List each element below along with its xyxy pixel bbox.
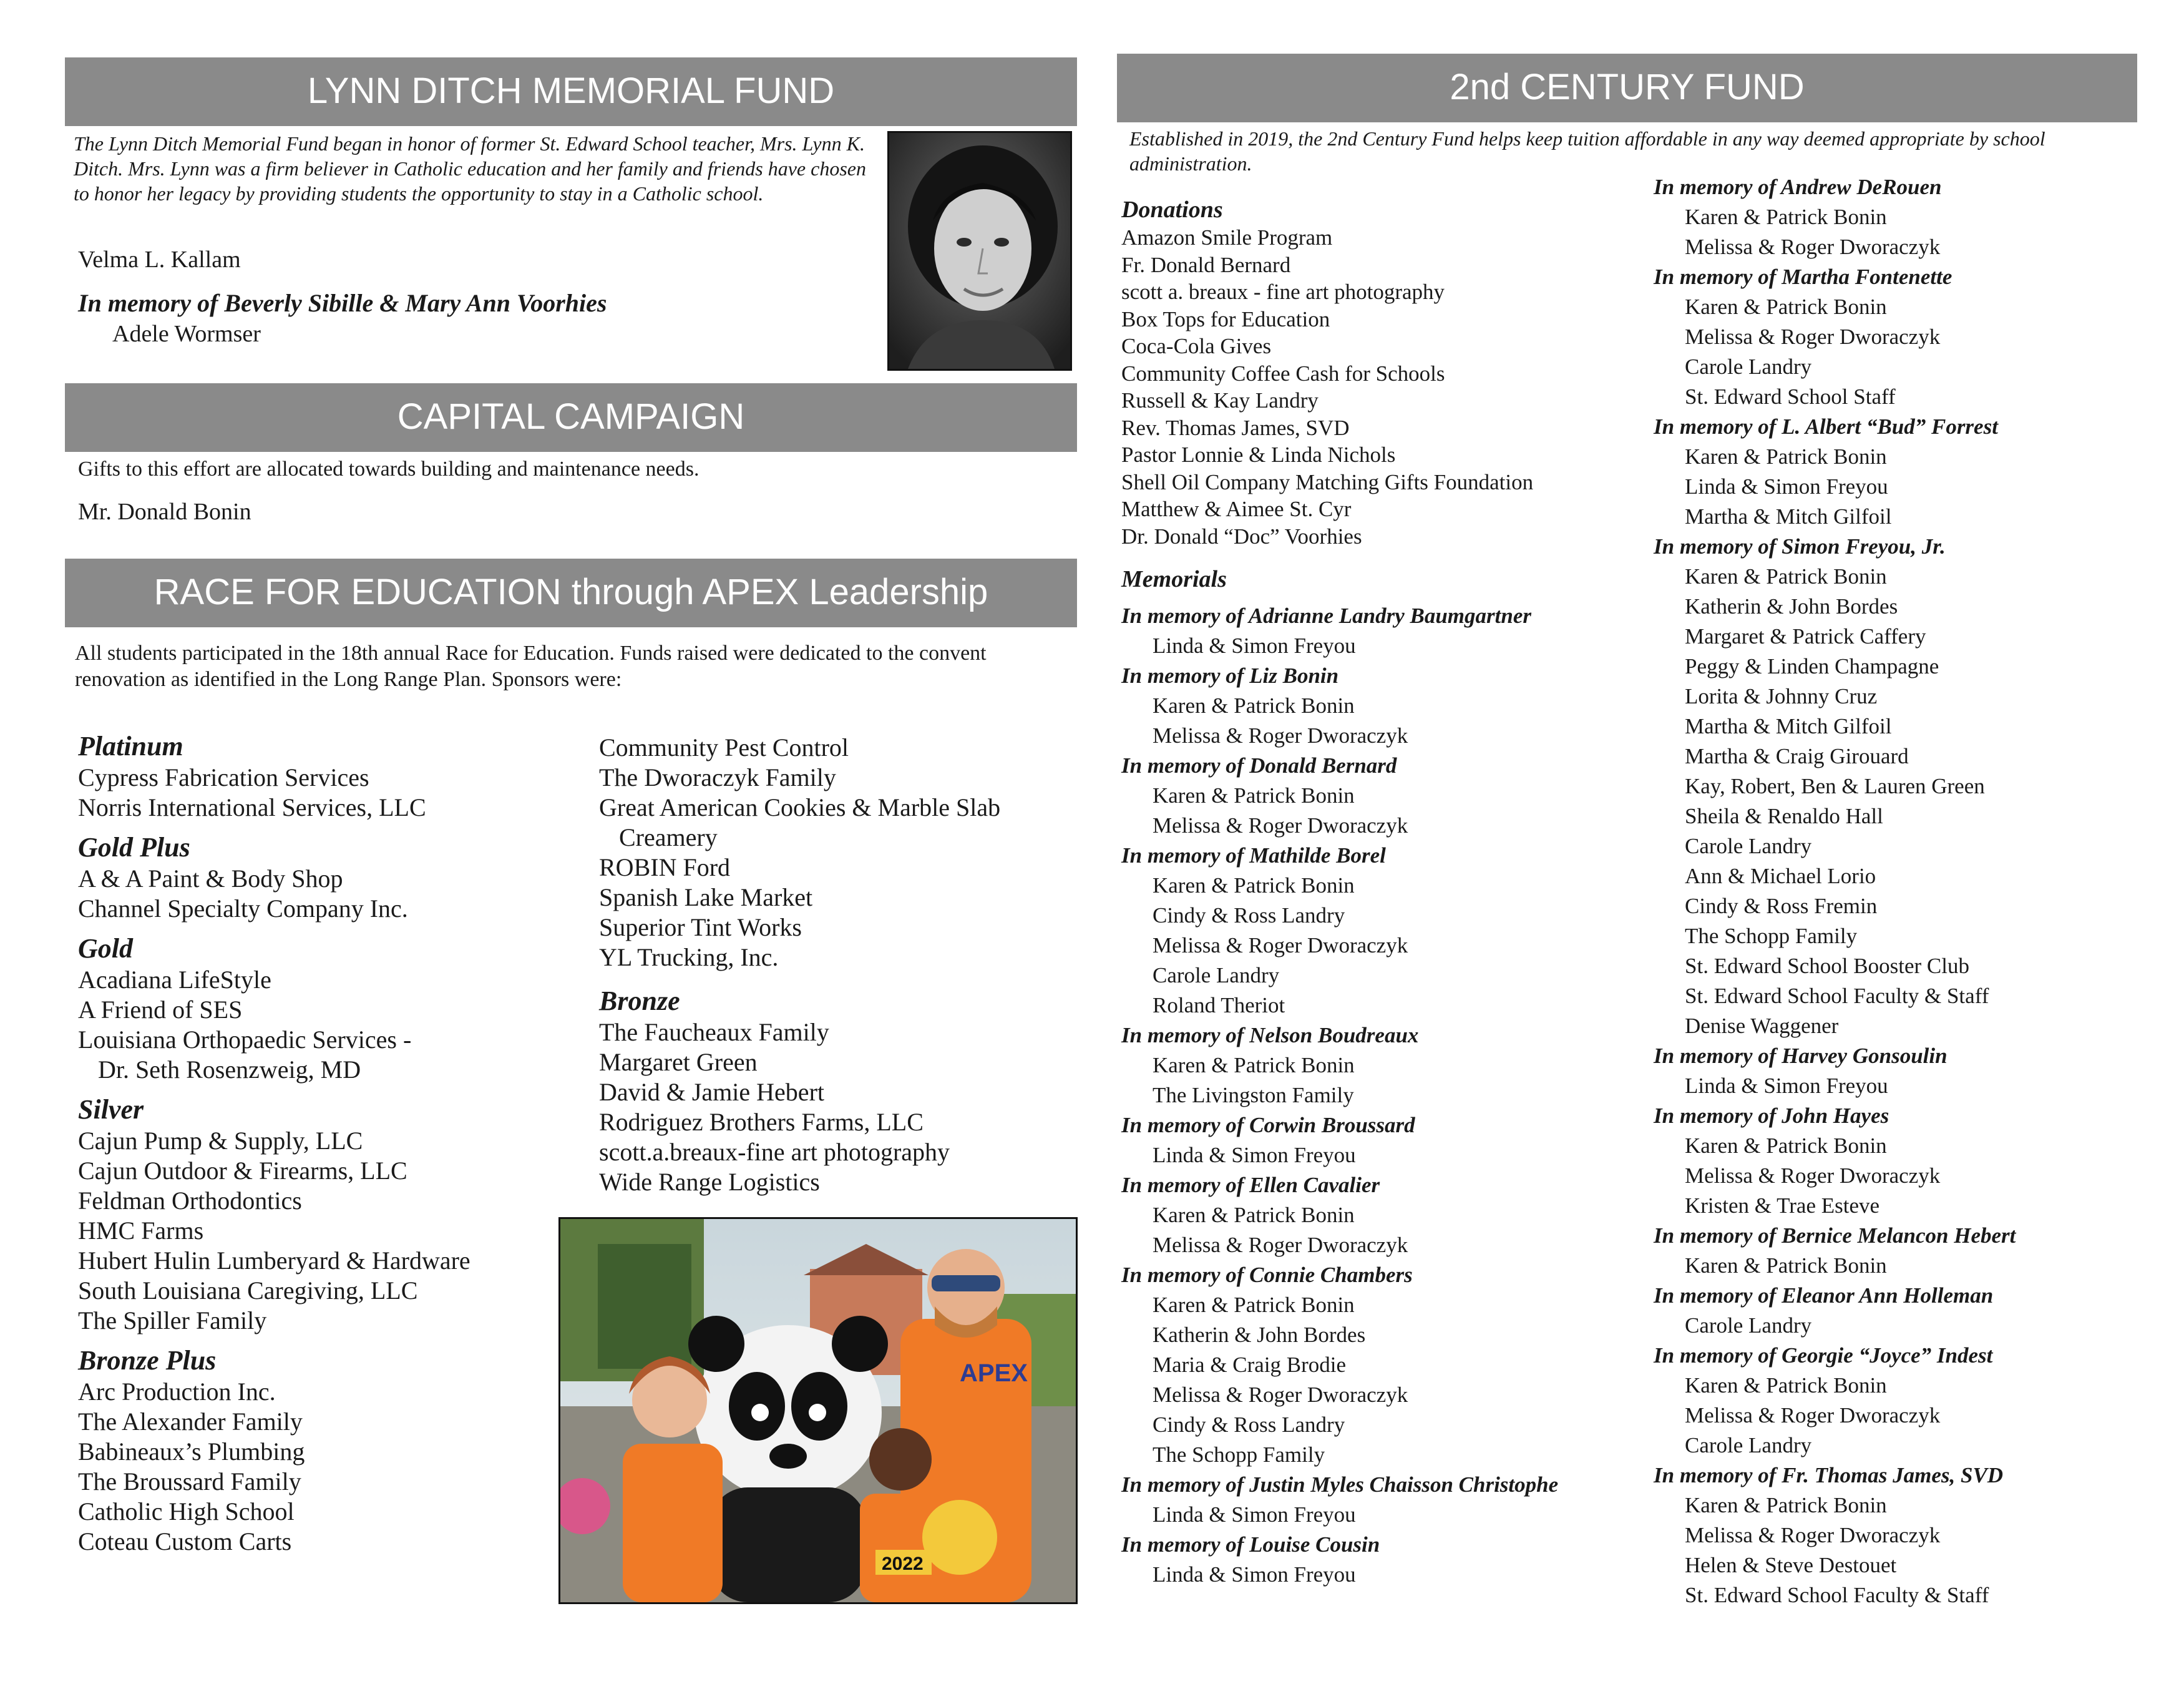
memorial-donor: Karen & Patrick Bonin — [1685, 295, 1887, 319]
memorial-donor: Martha & Craig Girouard — [1685, 744, 1909, 768]
memorial-donor: Lorita & Johnny Cruz — [1685, 684, 1878, 708]
sponsor-item: Louisiana Orthopaedic Services - — [78, 1026, 412, 1054]
memorial-donor: Melissa & Roger Dworaczyk — [1685, 325, 1941, 349]
sponsor-item: HMC Farms — [78, 1217, 204, 1245]
memorial-donor: Sheila & Renaldo Hall — [1685, 804, 1883, 828]
donation-item: Coca-Cola Gives — [1121, 334, 1272, 358]
memorial-group — [1121, 1110, 1652, 1170]
memorial-group — [1654, 1461, 2153, 1610]
lynn-ditch-donor: Velma L. Kallam — [78, 247, 241, 273]
tier-platinum — [78, 730, 615, 823]
sponsor-item: A & A Paint & Body Shop — [78, 864, 343, 893]
memorial-donor: St. Edward School Staff — [1685, 384, 1896, 409]
donation-item: Shell Oil Company Matching Gifts Foundation — [1121, 469, 1534, 494]
memorial-heading: In memory of Corwin Broussard — [1121, 1113, 1415, 1137]
sponsor-item: The Faucheaux Family — [599, 1018, 829, 1046]
memorial-heading: In memory of Liz Bonin — [1121, 663, 1339, 688]
memorial-donor: Linda & Simon Freyou — [1153, 1143, 1356, 1167]
memorial-donor: Karen & Patrick Bonin — [1685, 1373, 1887, 1398]
sponsor-item: scott.a.breaux-fine art photography — [599, 1138, 950, 1166]
memorial-donor: Melissa & Roger Dworaczyk — [1153, 933, 1408, 957]
race-left-column — [78, 730, 615, 1557]
sponsor-item: Hubert Hulin Lumberyard & Hardware — [78, 1246, 470, 1275]
memorial-heading: In memory of Harvey Gonsoulin — [1654, 1044, 1948, 1068]
lynn-ditch-memorial-heading: In memory of Beverly Sibille & Mary Ann Voorhies — [78, 289, 607, 317]
shirt-apex-text: APEX — [960, 1359, 1028, 1387]
sponsor-item: The Alexander Family — [78, 1408, 303, 1436]
race-photo — [558, 1217, 1078, 1604]
memorial-donor: Melissa & Roger Dworaczyk — [1153, 723, 1408, 748]
memorial-donor: Kay, Robert, Ben & Lauren Green — [1685, 774, 1985, 798]
sponsor-item: Wide Range Logistics — [599, 1168, 820, 1196]
memorial-heading: In memory of Simon Freyou, Jr. — [1654, 534, 1946, 559]
memorial-donor: Ann & Michael Lorio — [1685, 864, 1876, 888]
sponsor-item: Community Pest Control — [599, 733, 849, 761]
tier-bronze-plus — [78, 1344, 615, 1557]
memorial-group — [1654, 1341, 2153, 1461]
memorial-group — [1121, 1530, 1652, 1590]
memorial-group — [1654, 1101, 2153, 1221]
memorial-heading: In memory of Ellen Cavalier — [1121, 1173, 1380, 1197]
sponsor-item: Great American Cookies & Marble Slab — [599, 793, 1001, 821]
sponsor-item: Cajun Pump & Supply, LLC — [78, 1127, 363, 1155]
donation-item: Fr. Donald Bernard — [1121, 252, 1291, 277]
sponsor-item: The Spiller Family — [78, 1306, 267, 1334]
capital-campaign-intro: Gifts to this effort are allocated towards building and maintenance needs. — [78, 458, 700, 481]
memorial-donor: Linda & Simon Freyou — [1153, 634, 1356, 658]
century-fund-banner — [1117, 54, 2137, 122]
memorial-group — [1654, 1281, 2153, 1341]
memorial-donor: Karen & Patrick Bonin — [1153, 693, 1355, 718]
memorial-donor: Cindy & Ross Landry — [1153, 1412, 1345, 1437]
memorial-group — [1121, 841, 1652, 1021]
memorial-donor: Martha & Mitch Gilfoil — [1685, 714, 1892, 738]
memorial-donor: The Livingston Family — [1153, 1083, 1354, 1107]
memorial-group — [1654, 412, 2153, 532]
lynn-ditch-memorial-donor: Adele Wormser — [112, 321, 261, 347]
memorial-donor: Karen & Patrick Bonin — [1685, 1493, 1887, 1517]
memorial-donor: St. Edward School Faculty & Staff — [1685, 1583, 1989, 1607]
donation-item: Rev. Thomas James, SVD — [1121, 415, 1350, 440]
memorial-donor: Maria & Craig Brodie — [1153, 1353, 1347, 1377]
memorial-donor: Martha & Mitch Gilfoil — [1685, 504, 1892, 529]
capital-campaign-banner — [65, 383, 1077, 452]
memorial-donor: Roland Theriot — [1153, 993, 1285, 1017]
memorial-group — [1121, 751, 1652, 841]
sponsor-item: South Louisiana Caregiving, LLC — [78, 1276, 418, 1305]
memorial-donor: Melissa & Roger Dworaczyk — [1685, 1403, 1941, 1427]
memorial-heading: In memory of John Hayes — [1654, 1104, 1889, 1128]
lynn-ditch-banner — [65, 57, 1077, 126]
memorial-donor: Linda & Simon Freyou — [1153, 1502, 1356, 1527]
tier-heading: Bronze Plus — [78, 1345, 217, 1376]
memorial-donor: Karen & Patrick Bonin — [1153, 783, 1355, 808]
memorial-donor: Carole Landry — [1685, 834, 1812, 858]
memorial-donor: Karen & Patrick Bonin — [1153, 1053, 1355, 1077]
memorial-heading: In memory of Mathilde Borel — [1121, 843, 1386, 868]
tier-gold — [78, 933, 615, 1085]
memorial-group — [1654, 172, 2153, 262]
memorial-group — [1121, 1170, 1652, 1260]
memorial-donor: The Schopp Family — [1685, 924, 1858, 948]
sponsor-item: Spanish Lake Market — [599, 883, 813, 911]
sponsor-item: Creamery — [619, 823, 718, 851]
memorial-heading: In memory of Adrianne Landry Baumgartner — [1121, 604, 1531, 628]
memorial-donor: Melissa & Roger Dworaczyk — [1685, 1163, 1941, 1188]
memorial-donor: Helen & Steve Destouet — [1685, 1553, 1897, 1577]
race-intro: All students participated in the 18th annual Race for Education. Funds raised were dedicated to the convent renovation as identified in the Long Range Plan. Sponsors were: — [75, 642, 987, 691]
memorial-donor: Karen & Patrick Bonin — [1153, 1293, 1355, 1317]
memorial-group — [1121, 1470, 1652, 1530]
donation-item: scott a. breaux - fine art photography — [1121, 280, 1445, 304]
sponsor-item: Rodriguez Brothers Farms, LLC — [599, 1108, 924, 1136]
sponsor-item: The Broussard Family — [78, 1467, 301, 1496]
tier-bronze — [599, 985, 1080, 1197]
memorial-heading: In memory of Georgie “Joyce” Indest — [1654, 1343, 1993, 1368]
sponsor-item: Dr. Seth Rosenzweig, MD — [98, 1055, 361, 1084]
lynn-ditch-title: LYNN DITCH MEMORIAL FUND — [307, 71, 835, 111]
sponsor-item: YL Trucking, Inc. — [599, 943, 779, 971]
memorial-group — [1121, 1021, 1652, 1110]
century-left-column — [1121, 195, 1652, 1590]
capital-campaign-donor: Mr. Donald Bonin — [78, 499, 251, 525]
memorial-donor: Melissa & Roger Dworaczyk — [1153, 1233, 1408, 1257]
donations-heading: Donations — [1121, 197, 1223, 223]
memorial-donor: Peggy & Linden Champagne — [1685, 654, 1939, 678]
memorial-donor: Karen & Patrick Bonin — [1153, 1203, 1355, 1227]
memorial-donor: Karen & Patrick Bonin — [1153, 873, 1355, 898]
memorial-donor: Kristen & Trae Esteve — [1685, 1193, 1880, 1218]
memorial-donor: Katherin & John Bordes — [1153, 1323, 1366, 1347]
memorial-donor: Linda & Simon Freyou — [1685, 1074, 1888, 1098]
memorial-heading: In memory of Donald Bernard — [1121, 753, 1397, 778]
memorials-heading: Memorials — [1121, 566, 1227, 592]
memorial-donor: Karen & Patrick Bonin — [1685, 205, 1887, 229]
memorial-donor: Carole Landry — [1685, 1313, 1812, 1338]
race-bib-text: 2022 — [882, 1554, 924, 1574]
memorials-right-list — [1654, 172, 2153, 1610]
memorial-donor: Linda & Simon Freyou — [1153, 1562, 1356, 1587]
memorial-group — [1121, 601, 1652, 661]
lynn-ditch-intro: The Lynn Ditch Memorial Fund began in honor of former St. Edward School teacher, Mrs. Lynn K. Ditch. Mrs. Lynn was a firm believer in Catholic education and her family and friends have chosen to honor her legacy by providing students the opportunity to stay in a Catholic school. — [74, 132, 866, 205]
memorial-donor: Karen & Patrick Bonin — [1685, 564, 1887, 589]
sponsor-item: Cypress Fabrication Services — [78, 763, 369, 791]
sponsor-item: Arc Production Inc. — [78, 1378, 276, 1406]
sponsor-item: The Dworaczyk Family — [599, 763, 836, 791]
sponsor-item: David & Jamie Hebert — [599, 1078, 824, 1106]
sponsor-item: ROBIN Ford — [599, 853, 731, 881]
century-fund-intro: Established in 2019, the 2nd Century Fund helps keep tuition affordable in any way deemed appropriate by school administration. — [1129, 127, 2045, 175]
tier-gold-plus — [78, 831, 615, 924]
memorial-heading: In memory of Justin Myles Chaisson Christophe — [1121, 1472, 1559, 1497]
memorial-donor: Melissa & Roger Dworaczyk — [1153, 813, 1408, 838]
memorial-group — [1121, 1260, 1652, 1470]
memorial-donor: St. Edward School Faculty & Staff — [1685, 984, 1989, 1008]
memorial-heading: In memory of Andrew DeRouen — [1654, 175, 1942, 199]
memorial-donor: St. Edward School Booster Club — [1685, 954, 1969, 978]
race-title: RACE FOR EDUCATION through APEX Leadership — [154, 572, 988, 612]
memorial-heading: In memory of Connie Chambers — [1121, 1263, 1413, 1287]
donation-item: Box Tops for Education — [1121, 306, 1330, 331]
memorial-group — [1654, 262, 2153, 412]
memorial-donor: Margaret & Patrick Caffery — [1685, 624, 1926, 649]
capital-campaign-title: CAPITAL CAMPAIGN — [397, 396, 745, 437]
donation-item: Community Coffee Cash for Schools — [1121, 361, 1445, 386]
tier-heading: Gold Plus — [78, 832, 190, 863]
memorial-donor: Melissa & Roger Dworaczyk — [1685, 235, 1941, 259]
memorial-heading: In memory of L. Albert “Bud” Forrest — [1654, 414, 1998, 439]
memorial-heading: In memory of Louise Cousin — [1121, 1532, 1380, 1557]
tier-heading: Gold — [78, 933, 133, 964]
memorial-group — [1654, 1041, 2153, 1101]
donation-item: Pastor Lonnie & Linda Nichols — [1121, 443, 1396, 467]
memorial-donor: Linda & Simon Freyou — [1685, 474, 1888, 499]
memorial-donor: The Schopp Family — [1153, 1442, 1325, 1467]
sponsor-item: Coteau Custom Carts — [78, 1527, 292, 1555]
memorial-donor: Carole Landry — [1685, 355, 1812, 379]
donation-item: Matthew & Aimee St. Cyr — [1121, 497, 1352, 521]
tier-heading: Platinum — [78, 731, 183, 761]
memorial-donor: Karen & Patrick Bonin — [1685, 1253, 1887, 1278]
race-banner — [65, 559, 1077, 627]
memorial-heading: In memory of Eleanor Ann Holleman — [1654, 1283, 1994, 1308]
race-right-column — [599, 733, 1080, 1197]
sponsor-item: Catholic High School — [78, 1497, 295, 1525]
tier-silver — [78, 1094, 615, 1336]
memorial-donor: Carole Landry — [1153, 963, 1280, 987]
sponsor-item: Babineaux’s Plumbing — [78, 1437, 305, 1466]
portrait-image — [889, 133, 1070, 369]
sponsor-item: Channel Specialty Company Inc. — [78, 894, 408, 923]
lynn-ditch-portrait — [887, 131, 1072, 371]
sponsor-item: Norris International Services, LLC — [78, 793, 426, 821]
sponsor-item: Cajun Outdoor & Firearms, LLC — [78, 1157, 407, 1185]
tier-heading: Silver — [78, 1094, 144, 1125]
sponsor-item: Superior Tint Works — [599, 913, 802, 941]
memorial-heading: In memory of Martha Fontenette — [1654, 265, 1952, 289]
memorial-donor: Katherin & John Bordes — [1685, 594, 1898, 619]
memorial-group — [1121, 661, 1652, 751]
tier-heading: Bronze — [599, 986, 680, 1016]
memorial-heading: In memory of Nelson Boudreaux — [1121, 1023, 1419, 1047]
century-fund-title: 2nd CENTURY FUND — [1450, 67, 1805, 107]
race-photo-image — [560, 1219, 1076, 1602]
memorial-group — [1654, 1221, 2153, 1281]
donation-item: Dr. Donald “Doc” Voorhies — [1121, 524, 1362, 549]
sponsor-item: Feldman Orthodontics — [78, 1187, 302, 1215]
memorial-donor: Denise Waggener — [1685, 1014, 1839, 1038]
memorial-donor: Melissa & Roger Dworaczyk — [1153, 1383, 1408, 1407]
memorial-group — [1654, 532, 2153, 1041]
memorial-donor: Karen & Patrick Bonin — [1685, 444, 1887, 469]
memorial-heading: In memory of Fr. Thomas James, SVD — [1654, 1463, 2004, 1487]
memorial-donor: Melissa & Roger Dworaczyk — [1685, 1523, 1941, 1547]
memorial-donor: Karen & Patrick Bonin — [1685, 1133, 1887, 1158]
century-right-column — [1654, 172, 2153, 1610]
memorial-donor: Carole Landry — [1685, 1433, 1812, 1457]
sponsor-item: A Friend of SES — [78, 996, 243, 1024]
memorial-donor: Cindy & Ross Fremin — [1685, 894, 1878, 918]
sponsor-item: Acadiana LifeStyle — [78, 966, 271, 994]
donation-item: Amazon Smile Program — [1121, 225, 1333, 250]
sponsor-item: Margaret Green — [599, 1048, 758, 1076]
memorials-left-list — [1121, 601, 1652, 1590]
memorial-heading: In memory of Bernice Melancon Hebert — [1654, 1223, 2016, 1248]
donation-item: Russell & Kay Landry — [1121, 388, 1319, 413]
memorial-donor: Cindy & Ross Landry — [1153, 903, 1345, 928]
